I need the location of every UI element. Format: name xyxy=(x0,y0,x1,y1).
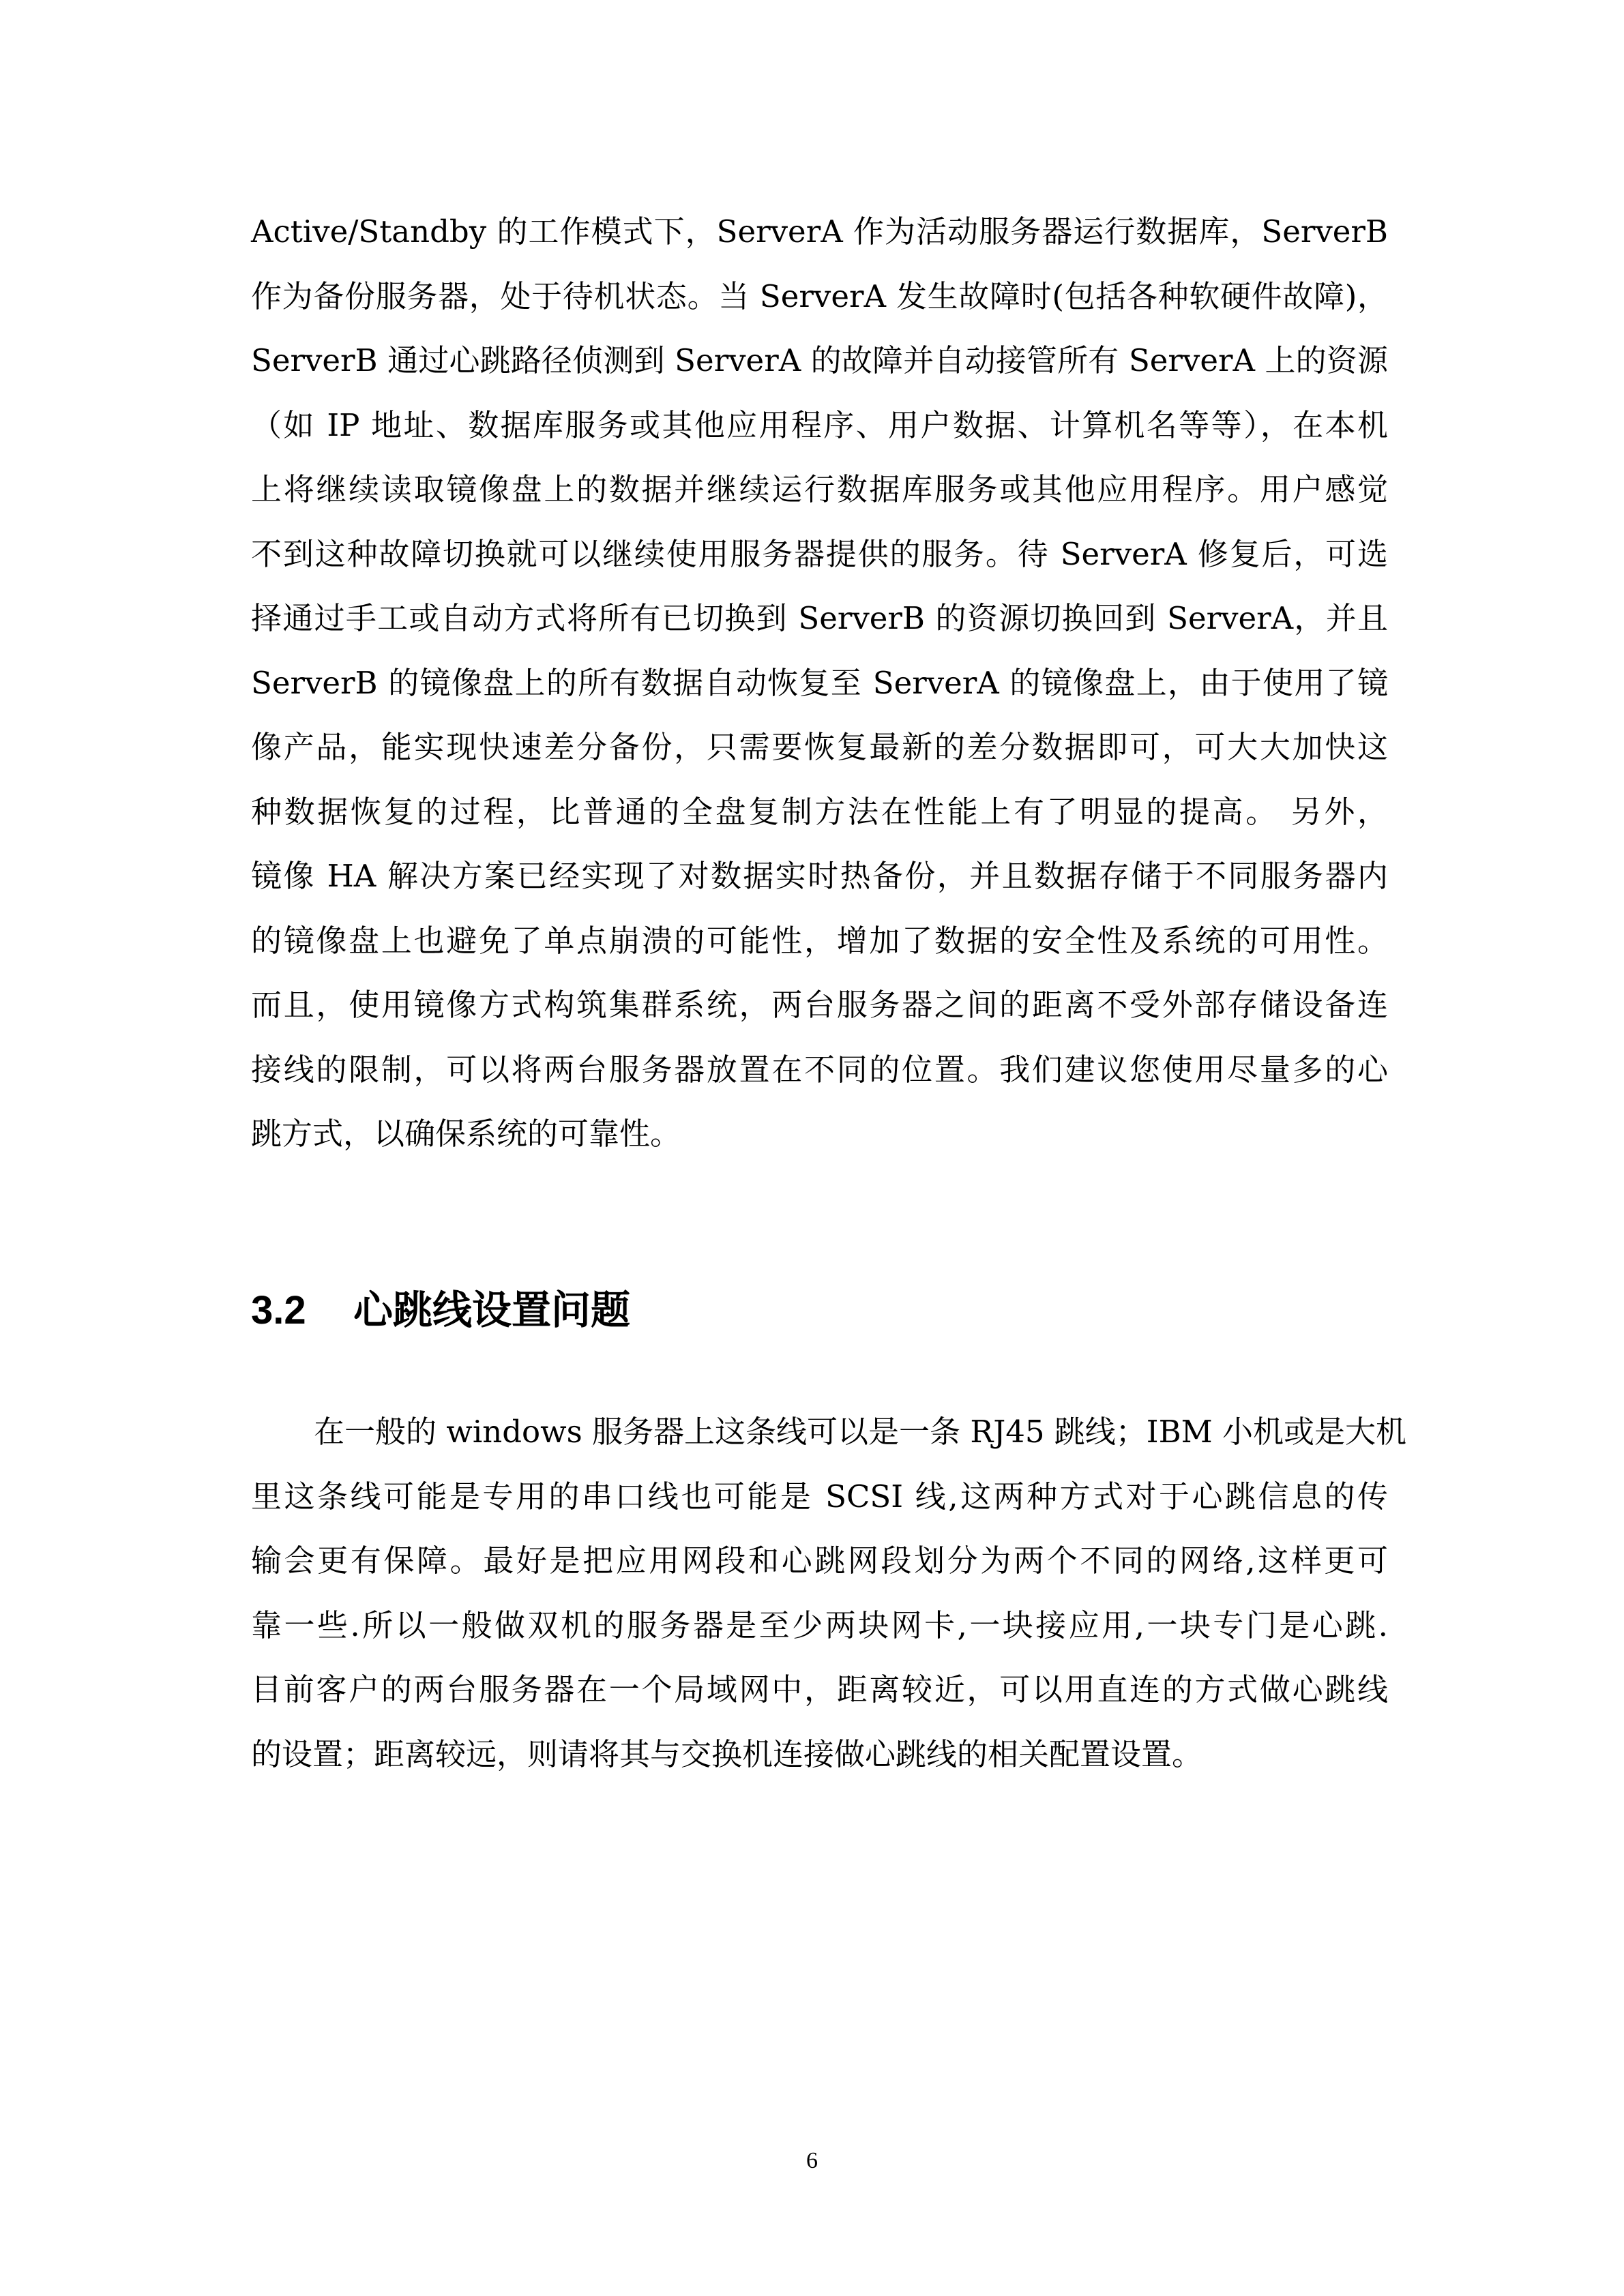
text-line: 跳方式，以确保系统的可靠性。 xyxy=(251,1116,681,1152)
text-line: 择通过手工或自动方式将所有已切换到 ServerB 的资源切换回到 ServerA，并且 xyxy=(251,600,1388,636)
text-line: 种数据恢复的过程，比普通的全盘复制方法在性能上有了明显的提高。 另外， xyxy=(251,793,1388,830)
body-paragraph-1 xyxy=(251,200,1388,1167)
text-line: 作为备份服务器，处于待机状态。当 ServerA 发生故障时(包括各种软硬件故障)， xyxy=(251,278,1388,314)
body-paragraph-2 xyxy=(251,1400,1407,1787)
text-line: ServerB 通过心跳路径侦测到 ServerA 的故障并自动接管所有 ServerA 上的资源 xyxy=(251,342,1388,378)
text-line: 里这条线可能是专用的串口线也可能是 SCSI 线,这两种方式对于心跳信息的传 xyxy=(251,1478,1388,1515)
text-line: 不到这种故障切换就可以继续使用服务器提供的服务。待 ServerA 修复后，可选 xyxy=(251,535,1388,572)
text-line: ServerB 的镜像盘上的所有数据自动恢复至 ServerA 的镜像盘上，由于使用了镜 xyxy=(251,664,1388,701)
text-line: Active/Standby 的工作模式下，ServerA 作为活动服务器运行数据库，ServerB xyxy=(251,213,1388,250)
text-line: 输会更有保障。最好是把应用网段和心跳网段划分为两个不同的网络,这样更可 xyxy=(251,1542,1388,1579)
section-title: 心跳线设置问题 xyxy=(353,1288,631,1332)
text-line: 接线的限制，可以将两台服务器放置在不同的位置。我们建议您使用尽量多的心 xyxy=(251,1051,1388,1088)
section-number: 3.2 xyxy=(251,1288,306,1332)
page-number: 6 xyxy=(806,2148,818,2173)
text-line: 镜像 HA 解决方案已经实现了对数据实时热备份，并且数据存储于不同服务器内 xyxy=(251,858,1388,894)
text-line: 上将继续读取镜像盘上的数据并继续运行数据库服务或其他应用程序。用户感觉 xyxy=(251,471,1388,507)
text-line: 的镜像盘上也避免了单点崩溃的可能性，增加了数据的安全性及系统的可用性。 xyxy=(251,922,1388,959)
text-line: 像产品，能实现快速差分备份，只需要恢复最新的差分数据即可，可大大加快这 xyxy=(251,729,1388,765)
text-line: 而且，使用镜像方式构筑集群系统，两台服务器之间的距离不受外部存储设备连 xyxy=(251,987,1388,1023)
text-line: 靠一些.所以一般做双机的服务器是至少两块网卡,一块接应用,一块专门是心跳. xyxy=(251,1607,1388,1643)
text-line: 目前客户的两台服务器在一个局域网中，距离较近，可以用直连的方式做心跳线 xyxy=(251,1671,1388,1708)
text-line: 的设置；距离较远，则请将其与交换机连接做心跳线的相关配置设置。 xyxy=(251,1735,1203,1772)
text-line: 在一般的 windows 服务器上这条线可以是一条 RJ45 跳线；IBM 小机或是大机 xyxy=(314,1414,1407,1450)
section-heading xyxy=(251,1282,630,1339)
text-line: （如 IP 地址、数据库服务或其他应用程序、用户数据、计算机名等等），在本机 xyxy=(251,406,1388,443)
